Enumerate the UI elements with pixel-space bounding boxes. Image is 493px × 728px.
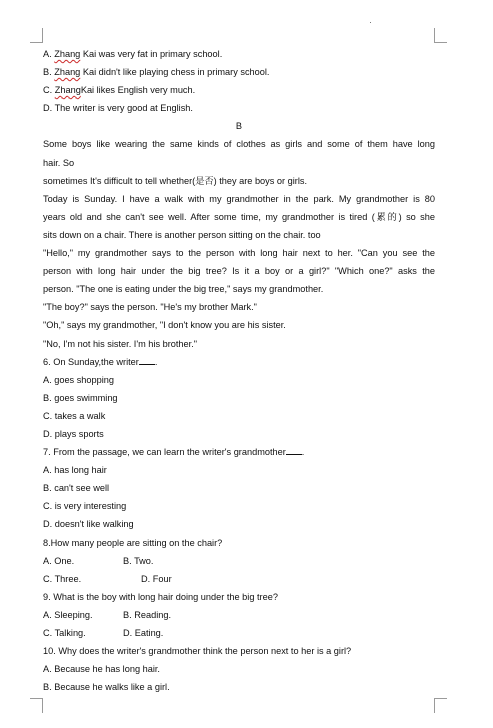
passage-line: years old and she can't see well. After some time, my grandmother is tired (累的) so she bbox=[43, 211, 435, 222]
crop-mark-bottom-left bbox=[30, 698, 43, 713]
passage-line: Some boys like wearing the same kinds of clothes as girls and some of them have long bbox=[43, 139, 435, 150]
option-line: B. can't see well bbox=[43, 483, 110, 494]
spellcheck-word: Zhang bbox=[54, 67, 81, 78]
option-line: B. Zhang Kai didn't like playing chess in primary school. bbox=[43, 67, 270, 78]
section-heading: B bbox=[235, 121, 243, 132]
passage-line: sits down on a chair. There is another person sitting on the chair. too bbox=[43, 229, 321, 240]
passage-line: "No, I'm not his sister. I'm his brother." bbox=[43, 338, 198, 349]
option-line: A. Because he has long hair. bbox=[43, 664, 160, 675]
question-line: 9. What is the boy with long hair doing under the big tree? bbox=[43, 591, 278, 602]
option-line: C. is very interesting bbox=[43, 501, 127, 512]
spellcheck-word: Zhang bbox=[54, 49, 81, 59]
question-line: 8.How many people are sitting on the chair? bbox=[43, 537, 223, 548]
passage-line: sometimes It's difficult to tell whether(是否) they are boys or girls. bbox=[43, 175, 308, 186]
option-line: D. plays sports bbox=[43, 428, 104, 439]
passage-line: hair. So bbox=[43, 157, 75, 168]
option-line: D. The writer is very good at English. bbox=[43, 103, 193, 114]
passage-line: "Oh," says my grandmother, "I don't know you are his sister. bbox=[43, 320, 286, 331]
option-line: A. goes shopping bbox=[43, 374, 115, 385]
option-line: A. Zhang Kai was very fat in primary school. bbox=[43, 49, 223, 59]
option-line: B. goes swimming bbox=[43, 392, 118, 403]
document-page bbox=[43, 45, 435, 696]
option-pair: A. Sleeping. B. Reading. bbox=[43, 609, 172, 620]
crop-mark-top-left bbox=[30, 28, 43, 43]
question-line: 7. From the passage, we can learn the writer's grandmother . bbox=[43, 447, 305, 458]
option-line: B. Because he walks like a girl. bbox=[43, 682, 170, 693]
option-line: C. ZhangKai likes English very much. bbox=[43, 85, 196, 96]
option-line: C. takes a walk bbox=[43, 410, 106, 421]
page-speck bbox=[370, 22, 371, 23]
passage-line: person. "The one is eating under the big tree," says my grandmother. bbox=[43, 284, 324, 295]
passage-line: person with long hair under the big tree? Is it a boy or a girl?" "Which one?" asks the bbox=[43, 266, 435, 277]
option-line: A. has long hair bbox=[43, 465, 107, 476]
passage-line: "The boy?" says the person. "He's my brother Mark." bbox=[43, 302, 257, 313]
question-line: 6. On Sunday,the writer . bbox=[43, 356, 158, 367]
passage-line: Today is Sunday. I have a walk with my grandmother in the park. My grandmother is 80 bbox=[43, 193, 435, 204]
option-pair: C. Three. D. Four bbox=[43, 573, 172, 584]
passage-line: "Hello," my grandmother says to the person with long hair next to her. "Can you see the bbox=[43, 248, 435, 259]
option-pair: A. One. B. Two. bbox=[43, 555, 154, 566]
option-line: D. doesn't like walking bbox=[43, 519, 134, 530]
option-pair: C. Talking. D. Eating. bbox=[43, 628, 164, 638]
crop-mark-bottom-right bbox=[434, 698, 447, 713]
question-line: 10. Why does the writer's grandmother think the person next to her is a girl? bbox=[43, 646, 352, 657]
answer-blank bbox=[139, 356, 155, 365]
answer-blank bbox=[286, 446, 302, 455]
spellcheck-word: Zhang bbox=[54, 85, 81, 96]
crop-mark-top-right bbox=[434, 28, 447, 43]
